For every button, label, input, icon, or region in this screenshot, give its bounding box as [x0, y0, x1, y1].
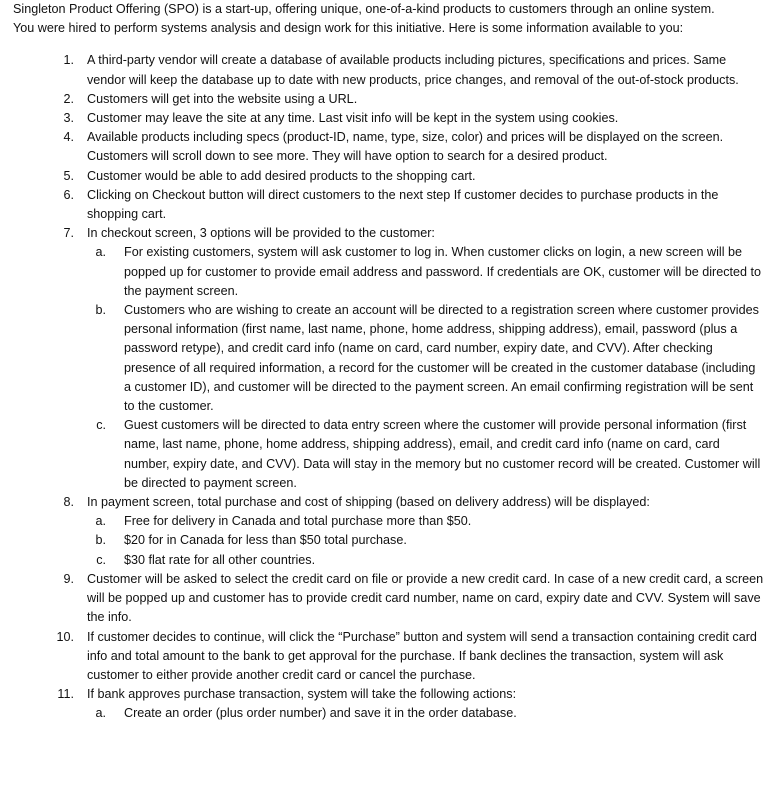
- sublist-item: [13, 416, 765, 493]
- sublist-item: [13, 512, 765, 531]
- sublist-item: [13, 704, 765, 723]
- list-item-number: 3.: [63, 111, 74, 126]
- sublist-item: [13, 551, 765, 570]
- sublist-item: [13, 301, 765, 416]
- list-item-text: Clicking on Checkout button will direct customers to the next step If customer decides to purchase products in the shopping cart.: [87, 187, 719, 222]
- sublist-container: [13, 704, 765, 723]
- list-item: [13, 186, 765, 224]
- sublist-item-letter: a.: [95, 245, 106, 260]
- list-item-text: In checkout screen, 3 options will be provided to the customer:: [87, 226, 435, 241]
- list-item-text: In payment screen, total purchase and cost of shipping (based on delivery address) will be displayed:: [87, 495, 650, 510]
- list-item: [13, 224, 765, 243]
- sublist-item: [13, 531, 765, 550]
- list-item: [13, 51, 765, 89]
- sublist-item-letter: b.: [95, 303, 106, 318]
- list-item-number: 11.: [57, 687, 74, 702]
- sublist-item-text: Guest customers will be directed to data entry screen where the customer will provide personal information (first name, last name, phone, home address, shipping address), email, and credit card info (name on card, card number, expiry date, and CVV). Data will stay in the memory but no customer record will be created. Customer will be directed to payment screen.: [124, 418, 761, 490]
- list-item: [13, 128, 765, 166]
- list-item: [13, 167, 765, 186]
- list-item-text: If customer decides to continue, will click the “Purchase” button and system will send a transaction containing credit card info and total amount to the bank to get approval for the purchase. If bank declines the transaction, system will ask customer to either provide another credit card or cancel the purchase.: [87, 629, 757, 682]
- sublist-item-letter: c.: [96, 418, 106, 433]
- list-item: [13, 90, 765, 109]
- list-item: [13, 628, 765, 686]
- sublist-container: [13, 243, 765, 493]
- list-item-text: A third-party vendor will create a database of available products including pictures, specifications and prices. Same vendor will keep the database up to date with new products, price changes, and removal of the out-of-stock products.: [87, 53, 739, 87]
- sublist-item-letter: a.: [95, 706, 106, 721]
- sublist-item-letter: b.: [95, 533, 106, 548]
- list-item: [13, 109, 765, 128]
- list-item-number: 6.: [63, 187, 74, 202]
- list-item-number: 10.: [56, 629, 74, 644]
- sublist-item-text: $30 flat rate for all other countries.: [124, 552, 316, 567]
- sublist-item-letter: c.: [96, 552, 106, 567]
- list-item-text: If bank approves purchase transaction, system will take the following actions:: [87, 687, 517, 702]
- shipping-cost-sublist: [13, 512, 765, 570]
- sublist-item-text: For existing customers, system will ask customer to log in. When customer clicks on login, a new screen will be popped up for customer to provide email address and password. If credentials are OK, customer will be directed to the payment screen.: [124, 245, 762, 298]
- list-item-number: 8.: [63, 495, 74, 510]
- sublist-item-text: Customers who are wishing to create an account will be directed to a registration screen where customer provides personal information (first name, last name, phone, home address, shipping address), email, password (plus a password retype), and credit card info (name on card, card number, expiry date, and CVV). After checking presence of all required information, a record for the customer will be created in the customer database (including a customer ID), and customer will be directed to the payment screen. An email confirming registration will be sent to the customer.: [124, 303, 759, 414]
- list-item-number: 1.: [63, 53, 74, 68]
- sublist-container: [13, 512, 765, 570]
- list-item-text: Customer may leave the site at any time. Last visit info will be kept in the system using cookies.: [87, 111, 619, 126]
- checkout-options-sublist: [13, 243, 765, 493]
- list-item-number: 7.: [63, 226, 74, 241]
- sublist-item: [13, 243, 765, 301]
- intro-paragraph-1: Singleton Product Offering (SPO) is a start-up, offering unique, one-of-a-kind products to customers through an online system.: [13, 2, 715, 16]
- sublist-item-text: Free for delivery in Canada and total purchase more than $50.: [124, 514, 472, 529]
- list-item-text: Available products including specs (product-ID, name, type, size, color) and prices will be displayed on the screen. Customers will scroll down to see more. They will have option to search for a desired product.: [87, 130, 724, 164]
- list-item-text: Customer would be able to add desired products to the shopping cart.: [87, 168, 476, 183]
- list-item-number: 9.: [63, 571, 74, 586]
- list-item-text: Customer will be asked to select the credit card on file or provide a new credit card. In case of a new credit card, a screen will be popped up and customer has to provide credit card number, name on card, expiry date and CVV. System will save the info.: [87, 571, 764, 625]
- list-item: [13, 493, 765, 512]
- sublist-item-text: Create an order (plus order number) and save it in the order database.: [124, 706, 517, 721]
- sublist-item-letter: a.: [95, 514, 106, 529]
- list-item-text: Customers will get into the website using a URL.: [87, 91, 358, 106]
- requirements-list: [13, 51, 765, 723]
- bank-actions-sublist: [13, 704, 765, 723]
- list-item: [13, 685, 765, 704]
- list-item: [13, 570, 765, 628]
- list-item-number: 5.: [63, 168, 74, 183]
- sublist-item-text: $20 for in Canada for less than $50 total purchase.: [124, 533, 407, 548]
- list-item-number: 2.: [63, 91, 74, 106]
- intro-paragraph-2: You were hired to perform systems analysis and design work for this initiative. Here is some information available to you:: [13, 21, 684, 36]
- list-item-number: 4.: [63, 130, 74, 145]
